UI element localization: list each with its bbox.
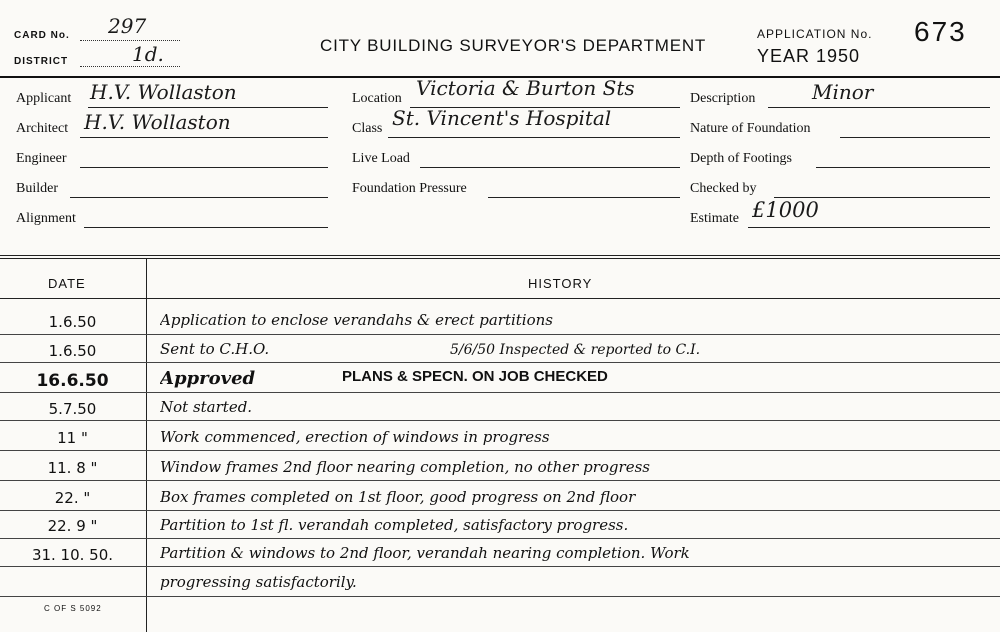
history-date: 5.7.50 <box>48 400 97 418</box>
estimate-line <box>748 227 990 228</box>
fields-divider-bottom <box>0 258 1000 259</box>
class-line <box>388 137 680 138</box>
history-entry: Sent to C.H.O. <box>160 340 270 358</box>
depth-of-footings-line <box>816 167 990 168</box>
applicant-line <box>88 107 328 108</box>
location-label: Location <box>352 91 402 106</box>
history-entry: Approved <box>160 368 256 389</box>
rule <box>0 334 1000 335</box>
department-title: CITY BUILDING SURVEYOR'S DEPARTMENT <box>320 36 707 55</box>
architect-value: H.V. Wollaston <box>84 110 231 134</box>
description-label: Description <box>690 91 756 106</box>
estimate-value: £1000 <box>752 198 819 222</box>
history-entry: Window frames 2nd floor nearing completion, no other progress <box>160 458 650 476</box>
rule <box>0 480 1000 481</box>
nature-of-foundation-label: Nature of Foundation <box>690 121 811 136</box>
plans-checked-stamp: PLANS & SPECN. ON JOB CHECKED <box>342 368 608 385</box>
history-column-header: HISTORY <box>528 276 593 291</box>
engineer-line <box>80 167 328 168</box>
builder-label: Builder <box>16 181 58 196</box>
location-value: Victoria & Burton Sts <box>416 76 635 100</box>
history-entry: Application to enclose verandahs & erect partitions <box>160 311 553 329</box>
alignment-line <box>84 227 328 228</box>
depth-of-footings-label: Depth of Footings <box>690 151 792 166</box>
history-entry: Partition to 1st fl. verandah completed, satisfactory progress. <box>160 516 629 534</box>
card-no-value: 297 <box>108 14 147 38</box>
rule <box>0 538 1000 539</box>
application-no-value: 673 <box>914 16 967 47</box>
class-label: Class <box>352 121 383 136</box>
history-entry: Not started. <box>160 398 253 416</box>
history-header-underline <box>0 298 1000 299</box>
rule <box>0 392 1000 393</box>
history-date: 11. 8 " <box>47 459 98 477</box>
history-date: 22. 9 " <box>47 517 98 535</box>
description-line <box>768 107 990 108</box>
district-underline <box>80 66 180 67</box>
builder-line <box>70 197 328 198</box>
nature-of-foundation-line <box>840 137 990 138</box>
foundation-pressure-line <box>488 197 680 198</box>
history-date: 1.6.50 <box>48 342 97 360</box>
history-date: 22. " <box>54 489 91 507</box>
form-code: C OF S 5092 <box>44 604 102 613</box>
year-label: YEAR 1950 <box>757 46 861 66</box>
estimate-label: Estimate <box>690 211 739 226</box>
rule <box>0 420 1000 421</box>
district-value: 1d. <box>132 42 164 66</box>
rule <box>0 596 1000 597</box>
rule <box>0 450 1000 451</box>
card-no-label: CARD No. <box>14 30 70 41</box>
live-load-line <box>420 167 680 168</box>
checked-by-label: Checked by <box>690 181 757 196</box>
rule <box>0 566 1000 567</box>
history-date: 31. 10. 50. <box>31 546 114 564</box>
fields-divider-top <box>0 255 1000 256</box>
card-no-underline <box>80 40 180 41</box>
history-date: 11 " <box>57 429 88 447</box>
architect-line <box>80 137 328 138</box>
history-entry-extra: 5/6/50 Inspected & reported to C.I. <box>450 342 701 358</box>
description-value: Minor <box>812 80 874 104</box>
applicant-value: H.V. Wollaston <box>90 80 237 104</box>
history-entry: Work commenced, erection of windows in progress <box>160 428 550 446</box>
district-label: DISTRICT <box>14 56 69 67</box>
date-column-divider <box>146 258 147 632</box>
history-date: 16.6.50 <box>36 371 109 391</box>
application-no-label: APPLICATION No. <box>757 27 873 41</box>
rule <box>0 362 1000 363</box>
alignment-label: Alignment <box>16 211 76 226</box>
applicant-label: Applicant <box>16 91 72 106</box>
foundation-pressure-label: Foundation Pressure <box>352 181 467 196</box>
architect-label: Architect <box>16 121 69 136</box>
history-date: 1.6.50 <box>48 313 97 331</box>
live-load-label: Live Load <box>352 151 410 166</box>
history-entry: Box frames completed on 1st floor, good progress on 2nd floor <box>160 488 636 506</box>
rule <box>0 510 1000 511</box>
history-entry: progressing satisfactorily. <box>160 573 357 591</box>
class-value: St. Vincent's Hospital <box>392 106 612 130</box>
date-column-header: DATE <box>48 276 86 291</box>
history-entry: Partition & windows to 2nd floor, verandah nearing completion. Work <box>160 544 690 562</box>
engineer-label: Engineer <box>16 151 67 166</box>
